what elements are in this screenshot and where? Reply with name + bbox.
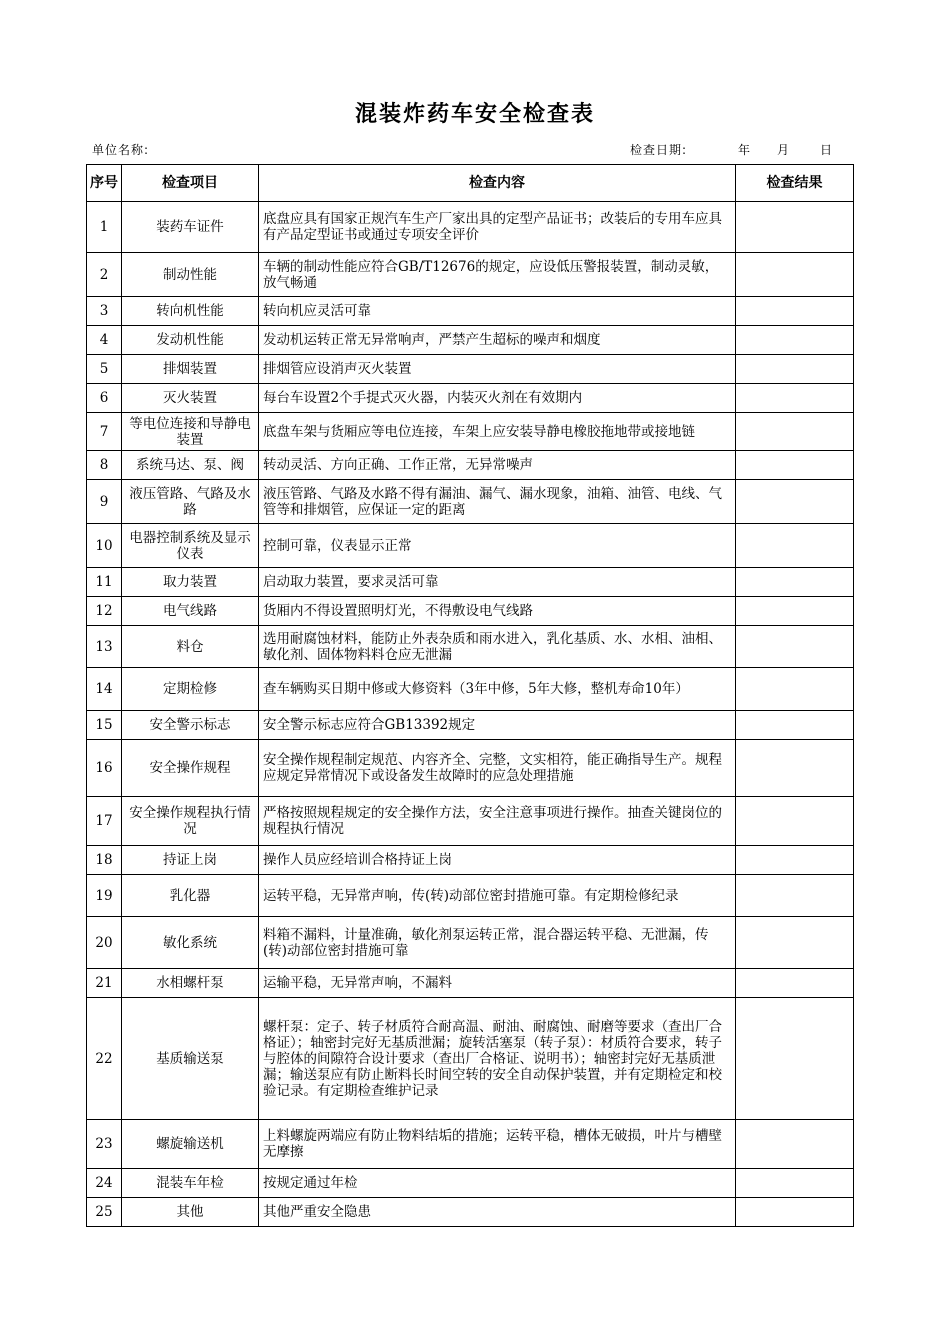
row-content: 按规定通过年检	[259, 1169, 736, 1198]
row-content: 运转平稳，无异常声响，传(转)动部位密封措施可靠。有定期检修纪录	[259, 875, 736, 917]
row-content: 查车辆购买日期中修或大修资料（3年中修，5年大修，整机寿命10年）	[259, 668, 736, 711]
table-row	[87, 668, 854, 711]
row-result-cell[interactable]	[736, 202, 854, 253]
check-date-parts	[738, 141, 833, 158]
row-content: 运输平稳，无异常声响，不漏料	[259, 969, 736, 998]
row-item: 水相螺杆泵	[122, 969, 259, 998]
row-item: 发动机性能	[122, 326, 259, 355]
row-content: 转向机应灵活可靠	[259, 297, 736, 326]
row-item: 安全警示标志	[122, 711, 259, 740]
check-date-label: 检查日期:	[630, 143, 688, 157]
row-result-cell[interactable]	[736, 875, 854, 917]
row-item: 系统马达、泵、阀	[122, 451, 259, 480]
row-result-cell[interactable]	[736, 1169, 854, 1198]
row-number: 17	[87, 797, 122, 846]
row-item: 基质输送泵	[122, 998, 259, 1120]
table-header-row	[87, 165, 854, 202]
header-no: 序号	[87, 165, 122, 202]
row-item: 转向机性能	[122, 297, 259, 326]
row-result-cell[interactable]	[736, 597, 854, 626]
table-row	[87, 1198, 854, 1227]
row-item: 制动性能	[122, 253, 259, 297]
row-number: 6	[87, 384, 122, 413]
table-row	[87, 297, 854, 326]
table-row	[87, 451, 854, 480]
row-result-cell[interactable]	[736, 413, 854, 451]
row-result-cell[interactable]	[736, 297, 854, 326]
table-row	[87, 797, 854, 846]
row-result-cell[interactable]	[736, 917, 854, 969]
row-number: 21	[87, 969, 122, 998]
row-number: 2	[87, 253, 122, 297]
row-content: 螺杆泵：定子、转子材质符合耐高温、耐油、耐腐蚀、耐磨等要求（查出厂合格证）；轴密封完好无基质泄漏；旋转活塞泵（转子泵）：材质符合要求，转子与腔体的间隙符合设计要求（查出厂合格证、说明书）；轴密封完好无基质泄漏；输送泵应有防止断料长时间空转的安全自动保护装置，并有定期检定和校验记录。有定期检查维护记录	[259, 998, 736, 1120]
table-body	[87, 202, 854, 1227]
row-item: 混装车年检	[122, 1169, 259, 1198]
inspection-table	[86, 164, 854, 1227]
date-day-label: 日	[820, 143, 834, 157]
row-content: 底盘车架与货厢应等电位连接，车架上应安装导静电橡胶拖地带或接地链	[259, 413, 736, 451]
row-content: 启动取力装置，要求灵活可靠	[259, 568, 736, 597]
row-result-cell[interactable]	[736, 1120, 854, 1169]
row-result-cell[interactable]	[736, 524, 854, 568]
row-content: 安全操作规程制定规范、内容齐全、完整，文实相符，能正确指导生产。规程应规定异常情况下或设备发生故障时的应急处理措施	[259, 740, 736, 797]
row-number: 9	[87, 480, 122, 524]
row-result-cell[interactable]	[736, 998, 854, 1120]
table-row	[87, 998, 854, 1120]
table-row	[87, 384, 854, 413]
row-number: 24	[87, 1169, 122, 1198]
table-row	[87, 355, 854, 384]
row-result-cell[interactable]	[736, 568, 854, 597]
row-item: 排烟装置	[122, 355, 259, 384]
row-content: 底盘应具有国家正规汽车生产厂家出具的定型产品证书；改装后的专用车应具有产品定型证书或通过专项安全评价	[259, 202, 736, 253]
row-content: 上料螺旋两端应有防止物料结垢的措施；运转平稳，槽体无破损，叶片与槽壁无摩擦	[259, 1120, 736, 1169]
row-result-cell[interactable]	[736, 740, 854, 797]
row-number: 1	[87, 202, 122, 253]
row-number: 11	[87, 568, 122, 597]
table-row	[87, 253, 854, 297]
row-item: 敏化系统	[122, 917, 259, 969]
row-result-cell[interactable]	[736, 711, 854, 740]
row-number: 4	[87, 326, 122, 355]
row-item: 灭火装置	[122, 384, 259, 413]
row-number: 18	[87, 846, 122, 875]
row-number: 10	[87, 524, 122, 568]
table-row	[87, 969, 854, 998]
row-item: 其他	[122, 1198, 259, 1227]
row-content: 货厢内不得设置照明灯光，不得敷设电气线路	[259, 597, 736, 626]
row-content: 选用耐腐蚀材料，能防止外表杂质和雨水进入，乳化基质、水、水相、油相、敏化剂、固体物料料仓应无泄漏	[259, 626, 736, 668]
row-result-cell[interactable]	[736, 355, 854, 384]
row-content: 转动灵活、方向正确、工作正常，无异常噪声	[259, 451, 736, 480]
row-result-cell[interactable]	[736, 451, 854, 480]
row-item: 乳化器	[122, 875, 259, 917]
row-number: 5	[87, 355, 122, 384]
row-result-cell[interactable]	[736, 969, 854, 998]
table-row	[87, 846, 854, 875]
row-result-cell[interactable]	[736, 626, 854, 668]
row-number: 3	[87, 297, 122, 326]
table-row	[87, 202, 854, 253]
row-number: 22	[87, 998, 122, 1120]
row-number: 20	[87, 917, 122, 969]
table-row	[87, 875, 854, 917]
row-number: 7	[87, 413, 122, 451]
row-content: 车辆的制动性能应符合GB/T12676的规定，应设低压警报装置，制动灵敏，放气畅通	[259, 253, 736, 297]
table-row	[87, 1169, 854, 1198]
row-content: 严格按照规程规定的安全操作方法，安全注意事项进行操作。抽查关键岗位的规程执行情况	[259, 797, 736, 846]
row-result-cell[interactable]	[736, 253, 854, 297]
row-item: 安全操作规程执行情况	[122, 797, 259, 846]
date-month-label: 月	[777, 143, 791, 157]
row-number: 23	[87, 1120, 122, 1169]
row-item: 装药车证件	[122, 202, 259, 253]
table-row	[87, 917, 854, 969]
row-number: 19	[87, 875, 122, 917]
date-year-label: 年	[738, 143, 752, 157]
unit-name-label: 单位名称:	[92, 143, 150, 157]
row-item: 安全操作规程	[122, 740, 259, 797]
table-row	[87, 740, 854, 797]
page-title: 混装炸药车安全检查表	[354, 102, 595, 127]
row-number: 14	[87, 668, 122, 711]
row-result-cell[interactable]	[736, 1198, 854, 1227]
row-item: 电气线路	[122, 597, 259, 626]
table-row	[87, 326, 854, 355]
table-row	[87, 597, 854, 626]
row-content: 操作人员应经培训合格持证上岗	[259, 846, 736, 875]
row-result-cell[interactable]	[736, 846, 854, 875]
row-result-cell[interactable]	[736, 326, 854, 355]
row-item: 电器控制系统及显示仪表	[122, 524, 259, 568]
header-result: 检查结果	[736, 165, 854, 202]
row-number: 16	[87, 740, 122, 797]
table-row	[87, 413, 854, 451]
row-number: 15	[87, 711, 122, 740]
table-row	[87, 626, 854, 668]
row-item: 等电位连接和导静电装置	[122, 413, 259, 451]
row-content: 料箱不漏料，计量准确，敏化剂泵运转正常，混合器运转平稳、无泄漏，传(转)动部位密封措施可靠	[259, 917, 736, 969]
row-result-cell[interactable]	[736, 480, 854, 524]
row-item: 料仓	[122, 626, 259, 668]
row-number: 8	[87, 451, 122, 480]
row-content: 控制可靠，仪表显示正常	[259, 524, 736, 568]
row-item: 液压管路、气路及水路	[122, 480, 259, 524]
row-result-cell[interactable]	[736, 384, 854, 413]
row-content: 排烟管应设消声灭火装置	[259, 355, 736, 384]
row-result-cell[interactable]	[736, 668, 854, 711]
row-content: 每台车设置2个手提式灭火器，内装灭火剂在有效期内	[259, 384, 736, 413]
header-content: 检查内容	[259, 165, 736, 202]
row-content: 液压管路、气路及水路不得有漏油、漏气、漏水现象，油箱、油管、电线、气管等和排烟管，应保证一定的距离	[259, 480, 736, 524]
row-number: 13	[87, 626, 122, 668]
row-content: 其他严重安全隐患	[259, 1198, 736, 1227]
table-row	[87, 480, 854, 524]
table-row	[87, 524, 854, 568]
row-content: 安全警示标志应符合GB13392规定	[259, 711, 736, 740]
row-content: 发动机运转正常无异常响声，严禁产生超标的噪声和烟度	[259, 326, 736, 355]
row-number: 25	[87, 1198, 122, 1227]
table-row	[87, 1120, 854, 1169]
row-item: 持证上岗	[122, 846, 259, 875]
row-number: 12	[87, 597, 122, 626]
table-row	[87, 711, 854, 740]
row-item: 螺旋输送机	[122, 1120, 259, 1169]
header-item: 检查项目	[122, 165, 259, 202]
row-item: 定期检修	[122, 668, 259, 711]
row-item: 取力装置	[122, 568, 259, 597]
table-row	[87, 568, 854, 597]
row-result-cell[interactable]	[736, 797, 854, 846]
